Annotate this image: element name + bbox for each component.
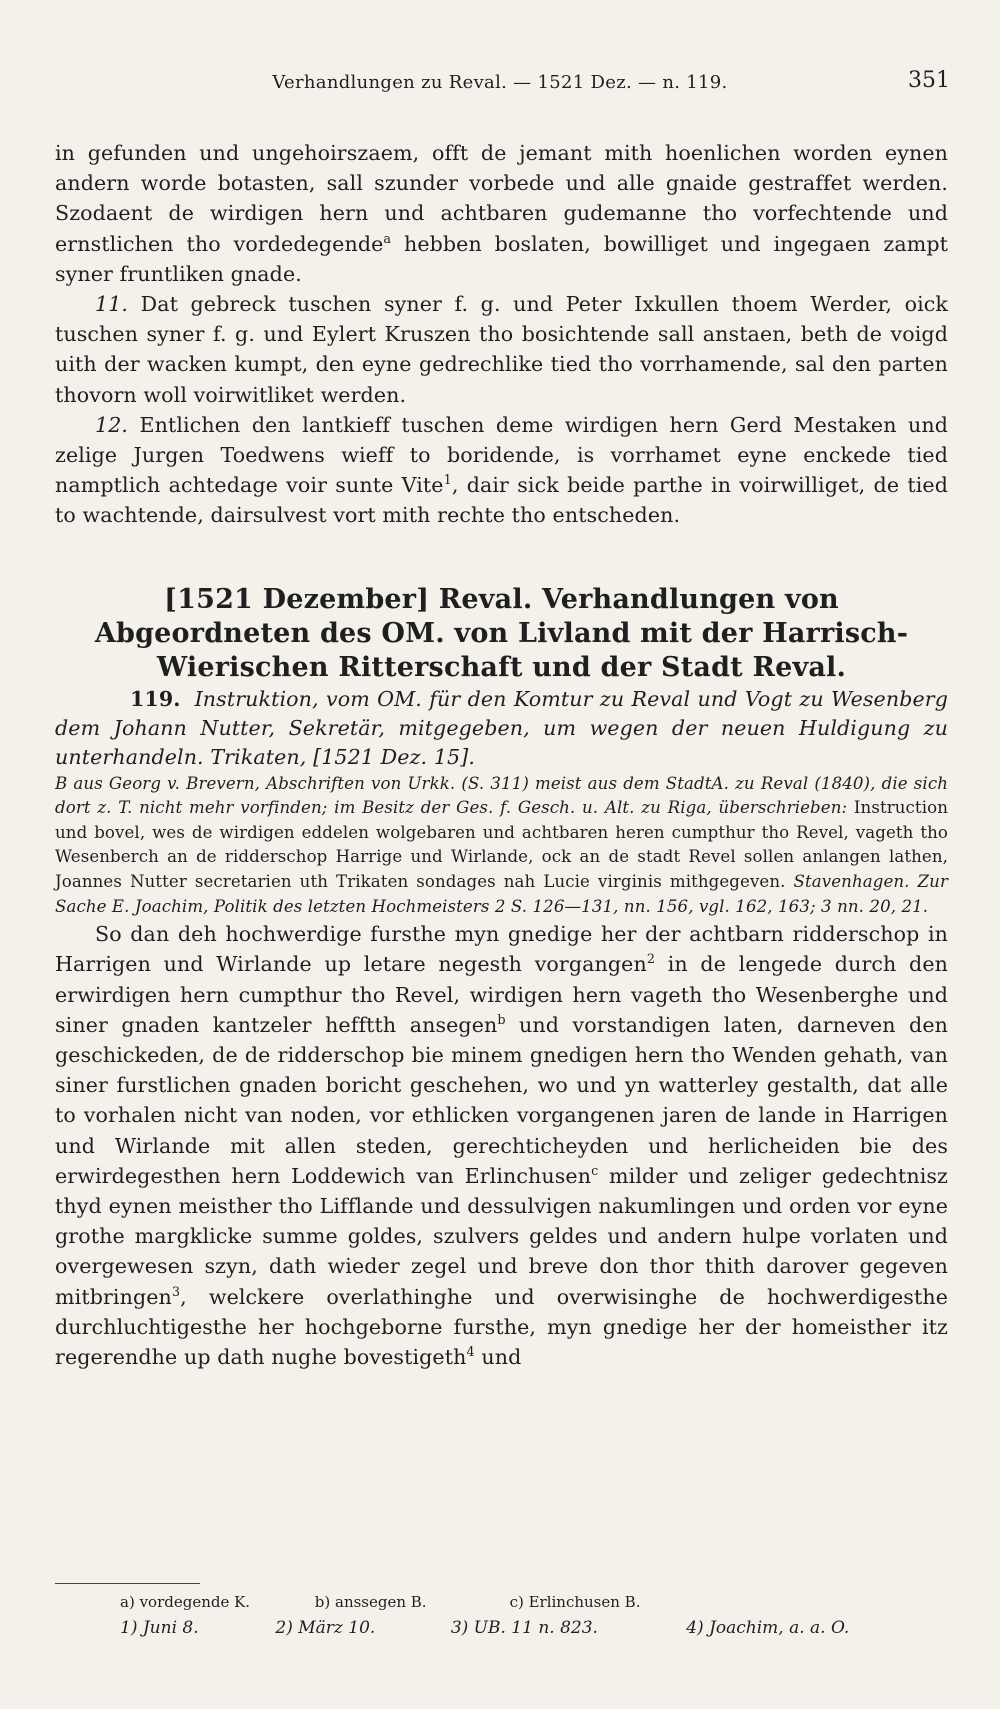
main-text-segment: und vorstandigen laten, darneven den geschickeden, de de ridderschop bie minem gnedigen hern tho Wenden gehath, van siner furstlichen gnaden boricht geschehen, wo und yn watterley gestalth, dat alle to vorhalen nicht van noden, vor ethlicken vorgangenen jaren de lande in Harrigen und Wirlande mit allen steden, gerechticheyden und herlicheiden bie des erwirdegesthen hern Loddewich van Erlinchusen [55,1012,948,1188]
footnote-marker: 1 [443,473,452,489]
footnote-rule [55,1583,200,1584]
paragraph-continuation [55,138,948,289]
source-citation: B aus Georg v. Brevern, Abschriften von Urkk. (S. 311) meist aus dem StadtA. zu Reval (1840), die sich dort z. T. nicht mehr vorfinden; im Besitz der Ges. f. Gesch. u. Alt. zu Riga, überschrieben: [55,773,948,818]
document-title: Instruktion, vom OM. für den Komtur zu Reval und Vogt zu Wesenberg dem Johann Nutter, Sekretär, mitgegeben, um wegen der neuen Huldigung zu unterhandeln. Trikaten, [1521 Dez. 15]. [55,686,948,769]
page-number: 351 [908,68,950,93]
footnote: 2) März 10. [275,1618,376,1638]
footnote: 3) UB. 11 n. 823. [450,1618,598,1638]
footnote-marker: 2 [646,952,656,968]
footnote: 4) Joachim, a. a. O. [686,1618,850,1638]
footnotes-content [120,1618,940,1638]
section-11 [55,289,948,410]
section-text: , dair sick beide parthe in voirwilliget, de tied to wachtende, dairsulvest vort mith rechte tho entscheden. [55,473,948,528]
document-header [55,685,948,772]
document-number: 119. [130,686,181,711]
footnotes-textual [120,1592,940,1612]
running-head-title: Verhandlungen zu Reval. — 1521 Dez. — n. 119. [272,72,728,93]
paragraph-text: hebben boslaten, bowilliget und ingegaen zampt syner fruntliken gnade. [55,231,948,286]
footnote-marker: 3 [171,1284,181,1300]
page-body [55,138,948,1372]
source-literature: Stavenhagen. Zur Sache E. Joachim, Politik des letzten Hochmeisters 2 S. 126—131, nn. 156, vgl. 162, 163; 3 nn. 20, 21. [55,872,948,916]
main-text-segment: milder und zeliger gedechtnisz thyd eynen meisther tho Lifflande und dessulvigen nakumlingen und orden vor eyne grothe margklicke summe goldes, szulvers geldes und andern hulpe vorlaten und overgewesen szyn, dath wieder zegel und breve don thor thith darover gegeven mitbringen [55,1163,949,1309]
footnote-marker: a [383,231,392,247]
section-heading: [1521 Dezember] Reval. Verhandlungen von Abgeordneten des OM. von Livland mit der Harrisch-Wierischen Ritterschaft und der Stadt Reval. [94,583,909,683]
footnote-marker: b [497,1012,506,1028]
footnote-marker: c [591,1163,599,1179]
main-text-segment: , welckere overlathinghe und overwisinghe de hochwerdigesthe durchluchtigesthe her hochgeborne fursthe, myn gnedige her der homeisther itz regerendhe up dath nughe bovestigeth [55,1284,948,1370]
main-text-segment: So dan deh hochwerdige fursthe myn gnedige her der achtbarn ridderschop in Harrigen und Wirlande up letare negesth vorgangen [55,922,948,977]
footnote: c) Erlinchusen B. [509,1593,641,1611]
section-text: Entlichen den lantkieff tuschen deme wirdigen hern Gerd Mestaken und zelige Jurgen Toedwens wieff to boridende, is vorrhamet eyne enckede tied namptlich achtedage voir sunte Vite [55,412,948,498]
footnote: b) anssegen B. [314,1593,427,1611]
source-note [55,772,948,920]
paragraph-text: in gefunden und ungehoirszaem, offt de jemant mith hoenlichen worden eynen andern worde botasten, sall szunder vorbede und alle gnaide gestraffet werden. Szodaent de wirdigen hern und achtbaren gudemanne tho vorfechtende und ernstlichen tho vordedegende [55,141,948,256]
section-number: 12. [95,412,129,437]
main-text-segment: und [474,1345,522,1370]
source-heading-text: Instruction und bovel, wes de wirdigen eddelen wolgebaren und achtbaren heren cumpthur tho Revel, vageth tho Wesenberch an de ridderschop Harrige und Wirlande, ock an de stadt Revel sollen anlangen lathen, Joannes Nutter secretarien uth Trikaten sondages nah Lucie virginis mithgegeven. [55,798,948,892]
main-text-segment: in de lengede durch den erwirdigen hern cumpthur tho Revel, wirdigen hern vageth tho Wesenberghe und siner gnaden kantzeler hefftth ansegen [55,952,948,1037]
running-head [0,68,1000,98]
footnote: a) vordegende K. [120,1593,251,1611]
main-text [55,919,948,1372]
footnote: 1) Juni 8. [120,1618,199,1638]
section-text: Dat gebreck tuschen syner f. g. und Peter Ixkullen thoem Werder, oick tuschen syner f. g. und Eylert Kruszen tho bosichtende sall anstaen, beth de voigd uith der wacken kumpt, den eyne gedrechlike tied tho vorrhamende, sal den parten thovorn woll voirwitliket werden. [55,292,948,407]
section-number: 11. [95,292,129,317]
footnote-marker: 4 [466,1345,475,1361]
section-12 [55,410,948,531]
